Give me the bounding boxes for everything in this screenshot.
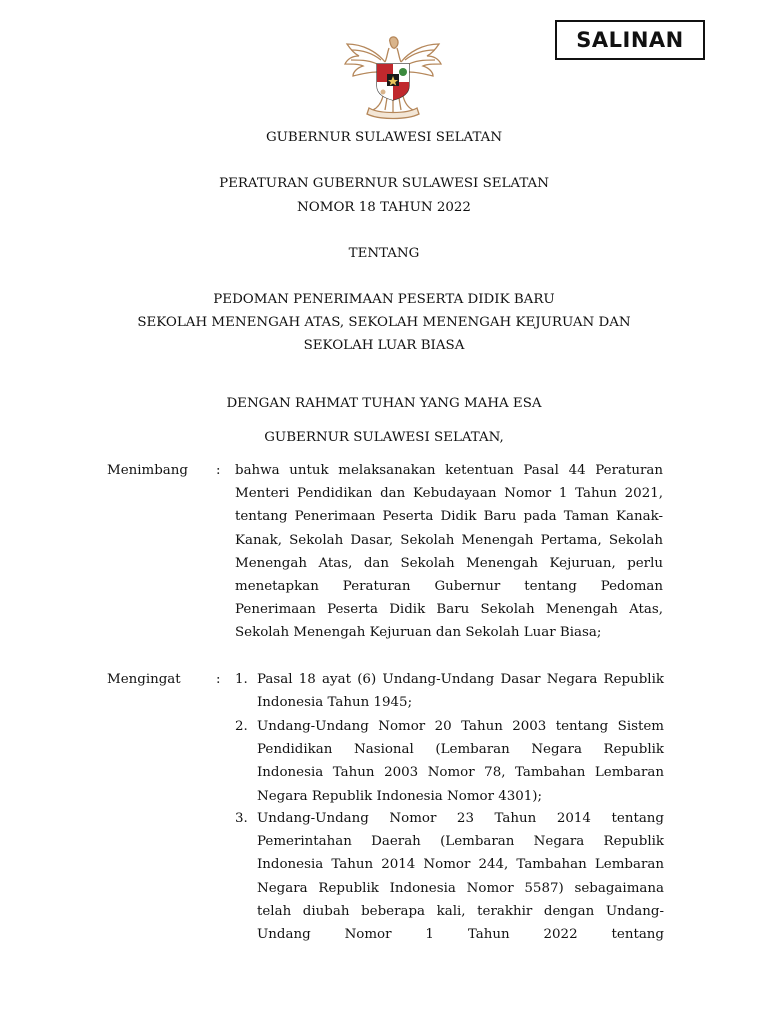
menimbang-label: Menimbang: [107, 463, 188, 478]
salinan-stamp: SALINAN: [555, 20, 705, 60]
menimbang-text: bahwa untuk melaksanakan ketentuan Pasal 44 Peraturan Menteri Pendidikan dan Kebudayaan Nomor 1 Tahun 2021, tentang Penerimaan Peserta Didik Baru pada Taman Kanak-Kanak, Sekolah Dasar, Sekolah Menengah Pertama, Sekolah Menengah Atas, dan Sekolah Menengah Kejuruan, perlu menetapkan Peraturan Gubernur tentang Pedoman Penerimaan Peserta Didik Baru Sekolah Menengah Atas, Sekolah Menengah Kejuruan dan Sekolah Luar Biasa;: [235, 463, 663, 641]
regulation-number: NOMOR 18 TAHUN 2022: [297, 200, 471, 215]
mengingat-colon: :: [216, 672, 221, 687]
mengingat-item: [235, 668, 664, 714]
subject-line-3: SEKOLAH LUAR BIASA: [303, 338, 465, 353]
mengingat-item: [235, 715, 664, 808]
mengingat-item: [235, 807, 664, 946]
item-text: Pasal 18 ayat (6) Undang-Undang Dasar Negara Republik Indonesia Tahun 1945;: [257, 672, 664, 711]
item-text: Undang-Undang Nomor 23 Tahun 2014 tentang Pemerintahan Daerah (Lembaran Negara Republik Indonesia Tahun 2014 Nomor 244, Tambahan Lembaran Negara Republik Indonesia Nomor 5587) sebagaimana telah diubah beberapa kali, terakhir dengan Undang-Undang Nomor 1 Tahun 2022 tentang: [257, 811, 664, 943]
item-number: 1.: [235, 672, 248, 687]
subject-line-2: SEKOLAH MENENGAH ATAS, SEKOLAH MENENGAH KEJURUAN DAN: [137, 315, 631, 330]
garuda-emblem-icon: [341, 34, 445, 124]
blessing-line: DENGAN RAHMAT TUHAN YANG MAHA ESA: [226, 396, 542, 411]
authority-line: GUBERNUR SULAWESI SELATAN,: [264, 430, 504, 445]
about-heading: TENTANG: [348, 246, 420, 261]
item-text: Undang-Undang Nomor 20 Tahun 2003 tentang Sistem Pendidikan Nasional (Lembaran Negara Republik Indonesia Tahun 2003 Nomor 78, Tambahan Lembaran Negara Republik Indonesia Nomor 4301);: [257, 719, 664, 804]
subject-line-1: PEDOMAN PENERIMAAN PESERTA DIDIK BARU: [213, 292, 555, 307]
mengingat-label: Mengingat: [107, 672, 181, 687]
regulation-title: PERATURAN GUBERNUR SULAWESI SELATAN: [219, 176, 549, 191]
issuer-heading: GUBERNUR SULAWESI SELATAN: [265, 130, 503, 145]
item-number: 2.: [235, 719, 248, 734]
item-number: 3.: [235, 811, 248, 826]
menimbang-colon: :: [216, 463, 221, 478]
